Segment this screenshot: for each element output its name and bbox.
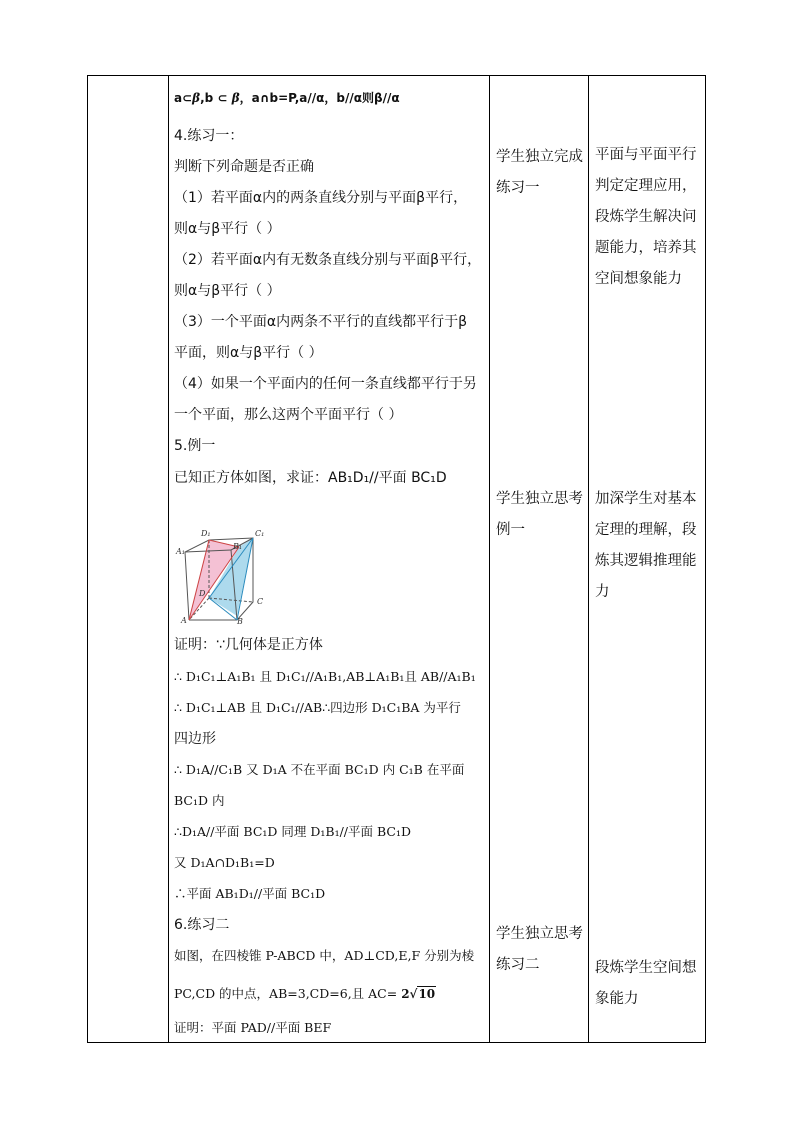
- proof-line: ∴ D₁C₁⊥A₁B₁ 且 D₁C₁//A₁B₁,AB⊥A₁B₁且 AB//A₁B₁: [174, 669, 476, 684]
- proof-line: ∴平面 AB₁D₁//平面 BC₁D: [174, 886, 326, 901]
- proof-line: 证明：∵几何体是正方体: [174, 637, 323, 653]
- design-intent-column: [588, 76, 705, 1042]
- design-intent-3: 段炼学生空间想 象能力: [595, 960, 697, 1007]
- design-intent-1: 平面与平面平行 判定定理应用， 段炼学生解决问 题能力，培养其 空间想象能力: [595, 147, 697, 287]
- proof-line: BC₁D 内: [174, 793, 225, 808]
- label-d1: D₁: [201, 529, 211, 538]
- proposition-3: （3）一个平面α内两条不平行的直线都平行于β: [174, 314, 468, 330]
- design-intent-2: 加深学生对基本 定理的理解，段 炼其逻辑推理能 力: [595, 491, 697, 600]
- exercise-instruction: 判断下列命题是否正确: [174, 159, 314, 175]
- label-b1: B₁: [233, 542, 243, 551]
- lesson-table: [87, 75, 706, 1043]
- proof-line: 又 D₁A∩D₁B₁=D: [174, 855, 275, 870]
- student-activity-2: 学生独立思考 例一: [496, 491, 583, 538]
- student-activity-column: [489, 76, 588, 1042]
- proposition-1: （1）若平面α内的两条直线分别与平面β平行，: [174, 190, 468, 206]
- label-d: D: [199, 589, 206, 598]
- exercise-two-statement-cont: PC,CD 的中点，AB=3,CD=6,且 AC= 2√10: [174, 986, 436, 1001]
- label-c: C: [257, 597, 264, 606]
- proposition-2: （2）若平面α内有无数条直线分别与平面β平行，: [174, 252, 482, 268]
- proof-line: ∴ D₁C₁⊥AB 且 D₁C₁//AB∴四边形 D₁C₁BA 为平行: [174, 700, 461, 715]
- exercise-two-goal: 证明：平面 PAD//平面 BEF: [174, 1020, 332, 1035]
- proposition-1-cont: 则α与β平行（ ）: [174, 221, 281, 237]
- exercise-two-heading: 6.练习二: [174, 917, 230, 933]
- example-one-heading: 5.例一: [174, 438, 216, 454]
- student-activity-1: 学生独立完成 练习一: [496, 149, 583, 196]
- example-one-statement: 已知正方体如图，求证：AB₁D₁//平面 BC₁D: [174, 470, 447, 486]
- teaching-content-column: [168, 76, 488, 1042]
- sqrt-expression: 2√10: [401, 987, 436, 1001]
- label-a1: A₁: [176, 547, 185, 556]
- exercise-two-statement: 如图，在四棱锥 P-ABCD 中，AD⊥CD,E,F 分别为棱: [174, 948, 475, 963]
- label-b: B: [237, 617, 243, 624]
- exercise-one-heading: 4.练习一：: [174, 128, 244, 144]
- proposition-4-cont: 一个平面，那么这两个平面平行（ ）: [174, 407, 403, 423]
- proposition-3-cont: 平面，则α与β平行（ ）: [174, 345, 323, 361]
- cube-figure: [175, 524, 275, 624]
- proposition-4: （4）如果一个平面内的任何一条直线都平行于另: [174, 376, 477, 392]
- proposition-2-cont: 则α与β平行（ ）: [174, 283, 281, 299]
- student-activity-3: 学生独立思考 练习二: [496, 926, 583, 973]
- proof-line: 四边形: [174, 731, 216, 747]
- label-a: A: [181, 616, 187, 624]
- proof-line: ∴ D₁A//C₁B 又 D₁A 不在平面 BC₁D 内 C₁B 在平面: [174, 762, 465, 777]
- proof-line: ∴D₁A//平面 BC₁D 同理 D₁B₁//平面 BC₁D: [174, 824, 412, 839]
- theorem-formula: a⊂β,b ⊂ β，a∩b=P,a//α，b//α则β//α: [174, 91, 400, 105]
- label-c1: C₁: [255, 529, 265, 538]
